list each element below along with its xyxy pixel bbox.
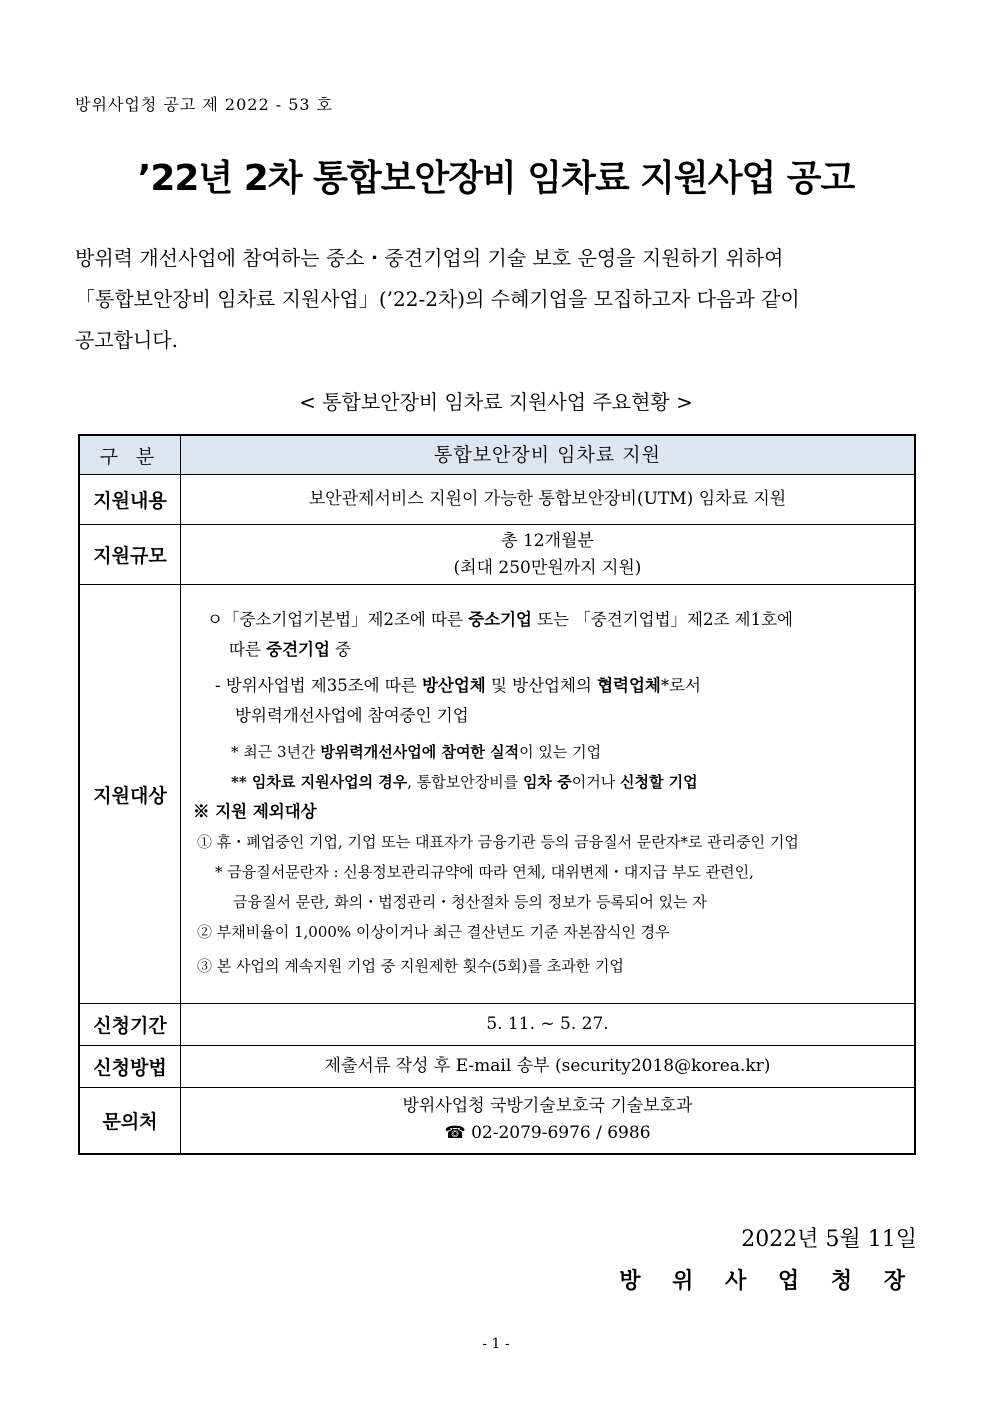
target-label: 지원대상 bbox=[79, 585, 181, 1004]
text: 이 있는 기업 bbox=[519, 743, 602, 761]
table-row-contact bbox=[79, 1088, 915, 1154]
table-row-period bbox=[79, 1004, 915, 1046]
target-line bbox=[193, 605, 902, 635]
table-header-row bbox=[79, 435, 915, 475]
signature: 방 위 사 업 청 장 bbox=[619, 1268, 917, 1294]
contact-phone bbox=[181, 1120, 914, 1147]
text-bold: 중견기업 bbox=[266, 640, 330, 659]
target-line: ② 부채비율이 1,000% 이상이거나 최근 결산년도 기준 자본잠식인 경우 bbox=[197, 923, 670, 941]
scale-line: (최대 250만원까지 지원) bbox=[453, 557, 642, 578]
header-label: 구 분 bbox=[79, 435, 181, 475]
text-bold: 신청할 기업 bbox=[619, 773, 698, 791]
target-line bbox=[193, 767, 902, 797]
text-bold: ** 임차료 지원사업의 경우 bbox=[231, 773, 408, 791]
method-label: 신청방법 bbox=[79, 1046, 181, 1088]
scale-value bbox=[181, 525, 916, 585]
text: *로서 bbox=[660, 676, 701, 695]
text: 이거나 bbox=[571, 773, 620, 791]
target-line: ③ 본 사업의 계속지원 기업 중 지원제한 횟수(5회)를 초과한 기업 bbox=[197, 957, 624, 975]
scale-line: 총 12개월분 bbox=[501, 530, 594, 551]
scale-label: 지원규모 bbox=[79, 525, 181, 585]
intro-line: 「통합보안장비 임차료 지원사업」(’22-2차)의 수혜기업을 모집하고자 다음과 같이 bbox=[75, 287, 800, 311]
content-value: 보안관제서비스 지원이 가능한 통합보안장비(UTM) 임차료 지원 bbox=[181, 475, 916, 525]
text-bold: 협력업체 bbox=[597, 676, 661, 695]
announcement-date: 2022년 5월 11일 bbox=[741, 1227, 917, 1252]
period-value: 5. 11. ~ 5. 27. bbox=[181, 1004, 916, 1046]
target-line bbox=[193, 737, 902, 767]
page-number: - 1 - bbox=[482, 1336, 510, 1352]
text: , 통합보안장비를 bbox=[407, 773, 524, 791]
text: * 최근 3년간 bbox=[231, 743, 321, 761]
text-bold: 중소기업 bbox=[468, 610, 532, 629]
document-number: 방위사업청 공고 제 2022 - 53 호 bbox=[75, 95, 334, 114]
phone-number: 02-2079-6976 / 6986 bbox=[471, 1123, 651, 1144]
target-line: * 금융질서문란자 : 신용정보관리규약에 따라 연체, 대위변제・대지급 부도 관련인, bbox=[215, 863, 754, 881]
text: ㅇ「중소기업기본법」제2조에 따른 bbox=[207, 610, 469, 629]
target-line bbox=[193, 671, 902, 701]
summary-table bbox=[78, 434, 916, 1155]
header-value: 통합보안장비 임차료 지원 bbox=[181, 435, 916, 475]
text-bold: 임차 중 bbox=[523, 773, 572, 791]
page-title: ’22년 2차 통합보안장비 임차료 지원사업 공고 bbox=[137, 158, 855, 199]
method-value: 제출서류 작성 후 E-mail 송부 (security2018@korea.kr) bbox=[181, 1046, 916, 1088]
table-row-method bbox=[79, 1046, 915, 1088]
text: 또는 「중견기업법」제2조 제1호에 bbox=[531, 610, 793, 629]
text: 및 방산업체의 bbox=[485, 676, 598, 695]
table-row-target bbox=[79, 585, 915, 1004]
target-line: 방위력개선사업에 참여중인 기업 bbox=[235, 706, 469, 725]
contact-label: 문의처 bbox=[79, 1088, 181, 1154]
text: - 방위사업법 제35조에 따른 bbox=[215, 676, 422, 695]
content-label: 지원내용 bbox=[79, 475, 181, 525]
intro-line: 방위력 개선사업에 참여하는 중소・중견기업의 기술 보호 운영을 지원하기 위하여 bbox=[75, 246, 784, 270]
text-bold: 방산업체 bbox=[421, 676, 486, 695]
contact-value bbox=[181, 1088, 916, 1154]
table-row-scale bbox=[79, 525, 915, 585]
intro-paragraph bbox=[75, 238, 920, 361]
target-line bbox=[193, 635, 902, 665]
intro-line: 공고합니다. bbox=[75, 328, 178, 352]
target-line: ① 휴・폐업중인 기업, 기업 또는 대표자가 금융기관 등의 금융질서 문란자*로 관리중인 기업 bbox=[197, 833, 799, 851]
phone-icon: ☎ bbox=[444, 1123, 466, 1144]
table-title: < 통합보안장비 임차료 지원사업 주요현황 > bbox=[299, 390, 693, 414]
exclusion-heading: ※ 지원 제외대상 bbox=[193, 802, 317, 821]
text: 따른 bbox=[229, 640, 267, 659]
text: 중 bbox=[329, 640, 352, 659]
period-label: 신청기간 bbox=[79, 1004, 181, 1046]
contact-line: 방위사업청 국방기술보호국 기술보호과 bbox=[402, 1096, 693, 1117]
table-row-content bbox=[79, 475, 915, 525]
target-value bbox=[181, 585, 916, 1004]
target-line: 금융질서 문란, 화의・법정관리・청산절차 등의 정보가 등록되어 있는 자 bbox=[233, 893, 707, 911]
text-bold: 방위력개선사업에 참여한 실적 bbox=[320, 743, 520, 761]
